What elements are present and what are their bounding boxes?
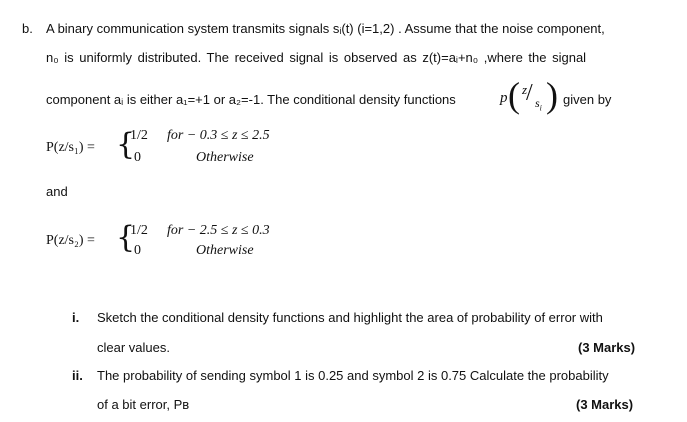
- cond-fn-right-paren: ): [546, 75, 558, 115]
- equation-2-brace: {: [116, 220, 136, 255]
- cond-fn-denominator: $s_i$: [535, 96, 542, 113]
- question-line-2: n₀ is uniformly distributed. The received signal is observed as z(t)=aᵢ+n₀ ,where the signal: [46, 50, 587, 65]
- question-line-3: [46, 92, 456, 107]
- question-label: b.: [22, 21, 33, 36]
- conditional-density-symbol: [500, 76, 560, 120]
- equation-1-value-top: 1/2: [130, 128, 148, 143]
- question-line-3-end: given by: [563, 92, 612, 107]
- equation-2-value-bottom: 0: [134, 243, 141, 258]
- equation-2-lhs: P(z/s₂) =: [46, 233, 95, 248]
- subpart-i-line-2: clear values.: [97, 340, 170, 355]
- cond-fn-left-paren: (: [508, 75, 520, 115]
- question-line-1: A binary communication system transmits signals sᵢ(t) (i=1,2) . Assume that the noise component,: [46, 21, 605, 36]
- subpart-ii-label: ii.: [72, 368, 83, 383]
- subpart-ii-line-1: The probability of sending symbol 1 is 0.25 and symbol 2 is 0.75 Calculate the probability: [97, 368, 609, 383]
- equation-1-condition-bottom: Otherwise: [196, 150, 254, 165]
- equation-2-value-top: 1/2: [130, 223, 148, 238]
- subpart-ii-line-2: of a bit error, Pʙ: [97, 397, 190, 412]
- subpart-i-label: i.: [72, 310, 80, 325]
- equation-1-condition-top: for − 0.3 ≤ z ≤ 2.5: [167, 128, 270, 143]
- cond-fn-slash: /: [526, 80, 533, 106]
- equation-2-condition-top: for − 2.5 ≤ z ≤ 0.3: [167, 223, 270, 238]
- equation-1-value-bottom: 0: [134, 150, 141, 165]
- cond-fn-p: p: [500, 90, 508, 106]
- equation-2-condition-bottom: Otherwise: [196, 243, 254, 258]
- subpart-ii-marks: (3 Marks): [576, 397, 634, 412]
- equation-1-brace: {: [116, 127, 136, 162]
- question-line-3-text: component aᵢ is either a₁=+1 or a₂=-1. The conditional density functions: [46, 92, 456, 107]
- subpart-i-marks: (3 Marks): [578, 340, 636, 355]
- and-text: and: [46, 184, 68, 199]
- cond-fn-numerator: z: [522, 82, 528, 97]
- equation-1-lhs: P(z/s₁) =: [46, 140, 95, 155]
- subpart-i-line-1: Sketch the conditional density functions and highlight the area of probability of error with: [97, 310, 603, 325]
